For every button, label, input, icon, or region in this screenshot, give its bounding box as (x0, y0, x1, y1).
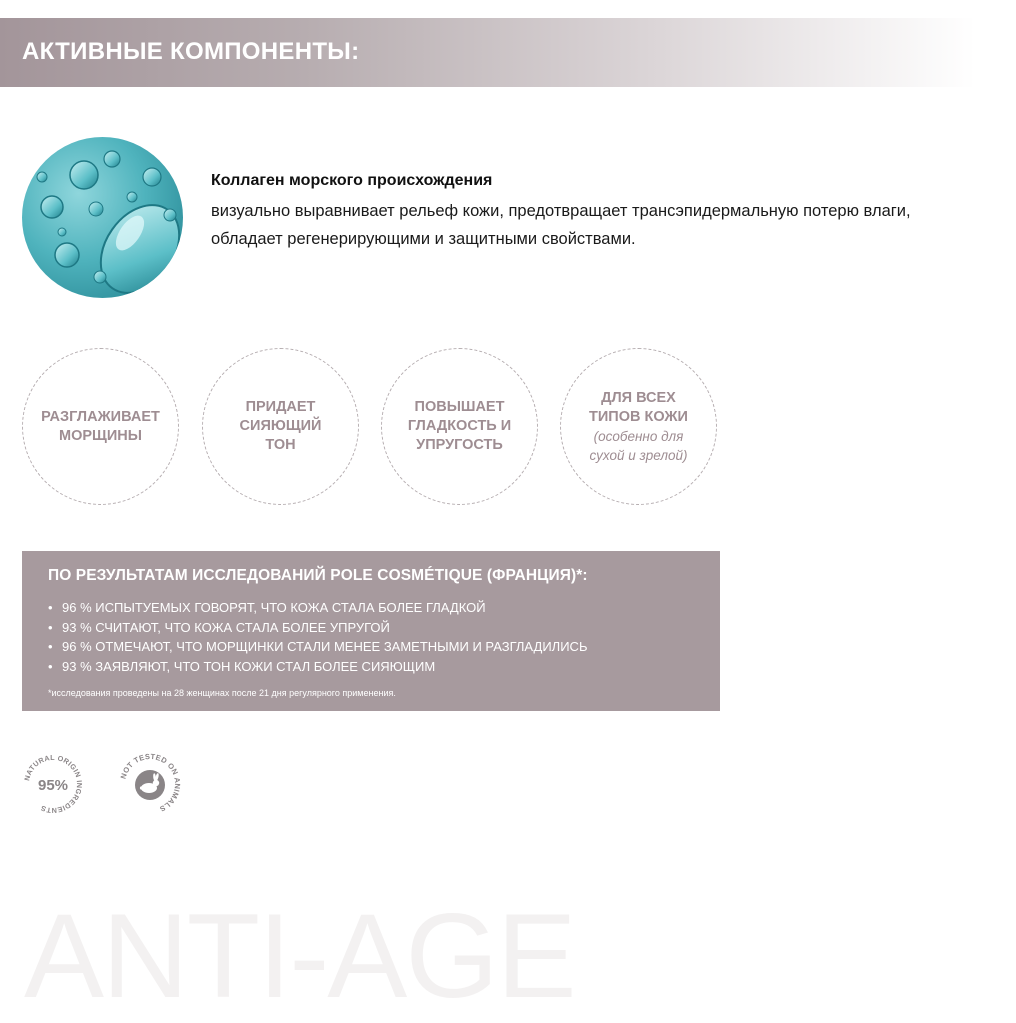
ingredient-description: визуально выравнивает рельеф кожи, предотвращает трансэпидермальную потерю влаги, обладает регенерирующими и защитными свойствами. (211, 202, 911, 248)
list-item: • 93 % ЗАЯВЛЯЮТ, ЧТО ТОН КОЖИ СТАЛ БОЛЕЕ СИЯЮЩИМ (48, 658, 436, 674)
collagen-water-drops-image (22, 137, 183, 298)
study-title: ПО РЕЗУЛЬТАТАМ ИССЛЕДОВАНИЙ POLE COSMÉTIQUE (ФРАНЦИЯ)*: (48, 567, 588, 584)
list-item: • 96 % ОТМЕЧАЮТ, ЧТО МОРЩИНКИ СТАЛИ МЕНЕЕ ЗАМЕТНЫМИ И РАЗГЛАДИЛИСЬ (48, 639, 588, 654)
list-item: • 96 % ИСПЫТУЕМЫХ ГОВОРЯТ, ЧТО КОЖА СТАЛА БОЛЕЕ ГЛАДКОЙ (48, 600, 486, 615)
not-tested-on-animals-badge-icon (118, 752, 182, 816)
benefit-title: ДЛЯ ВСЕХ ТИПОВ КОЖИ (589, 389, 688, 425)
benefit-note: (особенно для сухой и зрелой) (589, 428, 688, 463)
benefit-smoothness-elasticity (381, 348, 538, 505)
benefit-title: ПРИДАЕТ СИЯЮЩИЙ ТОН (239, 399, 322, 453)
svg-text:NATURAL ORIGIN INGREDIENTS: NATURAL ORIGIN INGREDIENTS (22, 752, 85, 816)
list-item: • 93 % СЧИТАЮТ, ЧТО КОЖА СТАЛА БОЛЕЕ УПРУГОЙ (48, 619, 390, 635)
study-results-list (48, 598, 587, 676)
page-title: АКТИВНЫЕ КОМПОНЕНТЫ: (22, 38, 360, 65)
benefit-all-skin-types (560, 348, 717, 505)
ingredient-name: Коллаген морского происхождения (211, 172, 493, 189)
svg-text:95%: 95% (37, 777, 69, 794)
benefit-title: РАЗГЛАЖИВАЕТ МОРЩИНЫ (41, 408, 160, 444)
benefit-radiant-tone (202, 348, 359, 505)
study-results-box (22, 551, 720, 711)
study-footnote: *исследования проведены на 28 женщинах после 21 дня регулярного применения. (48, 688, 396, 698)
svg-text:NOT TESTED ON ANIMALS: NOT TESTED ON ANIMALS (118, 752, 182, 814)
benefit-title: ПОВЫШАЕТ ГЛАДКОСТЬ И УПРУГОСТЬ (407, 399, 512, 453)
natural-origin-badge-icon (21, 752, 85, 816)
anti-age-watermark: ANTI-AGE (24, 889, 575, 1023)
benefit-smooths-wrinkles (22, 348, 179, 505)
